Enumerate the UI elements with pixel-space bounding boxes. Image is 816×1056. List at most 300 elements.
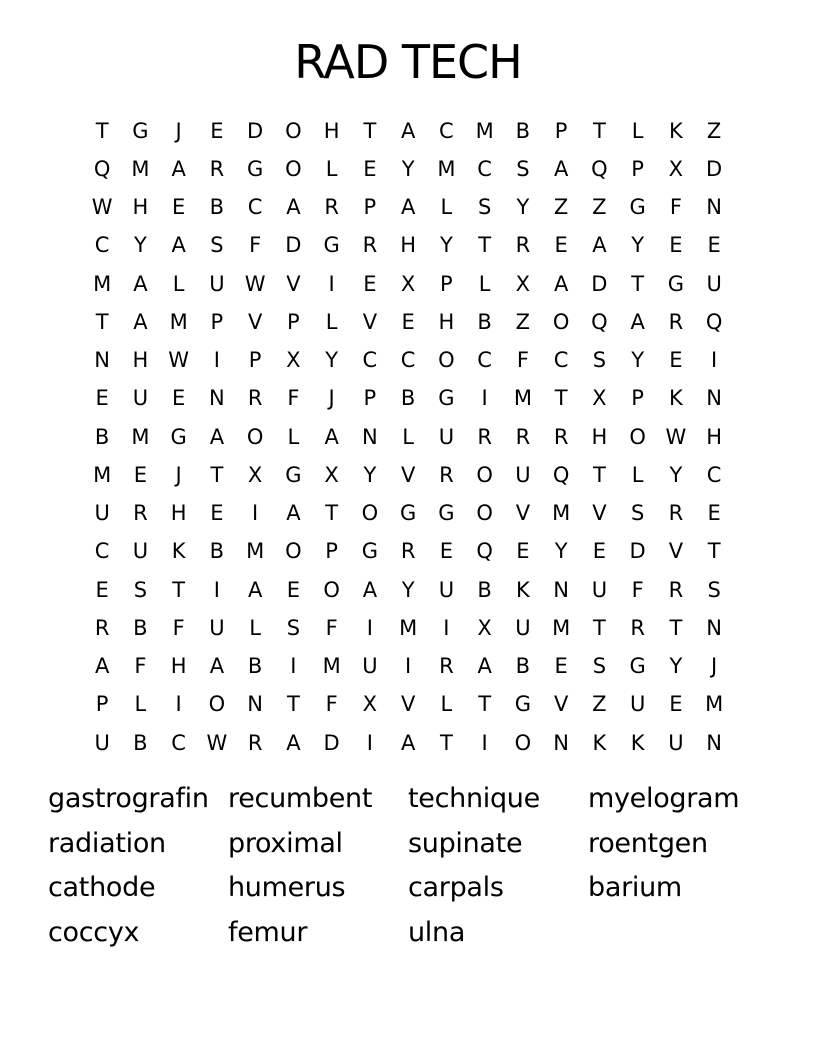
grid-letter[interactable]: A xyxy=(286,730,301,755)
grid-letter[interactable]: I xyxy=(175,692,182,717)
grid-letter[interactable]: T xyxy=(172,577,186,602)
grid-letter[interactable]: M xyxy=(93,462,112,487)
grid-letter[interactable]: W xyxy=(168,348,189,373)
grid-letter[interactable]: N xyxy=(553,730,569,755)
grid-letter[interactable]: E xyxy=(171,195,186,220)
grid-letter[interactable]: S xyxy=(210,233,224,258)
grid-letter[interactable]: G xyxy=(399,501,417,526)
grid-letter[interactable]: E xyxy=(401,309,415,334)
grid-letter[interactable]: S xyxy=(516,156,530,181)
grid-letter[interactable]: Z xyxy=(592,195,607,220)
grid-letter[interactable]: N xyxy=(706,730,722,755)
grid-letter[interactable]: N xyxy=(247,692,263,717)
grid-letter[interactable]: U xyxy=(209,615,225,640)
grid-letter[interactable]: L xyxy=(631,118,644,143)
grid-letter[interactable]: Z xyxy=(592,692,607,717)
grid-letter[interactable]: Y xyxy=(325,348,339,373)
grid-letter[interactable]: Q xyxy=(591,156,608,181)
grid-letter[interactable]: R xyxy=(439,462,454,487)
grid-letter[interactable]: Y xyxy=(133,233,147,258)
grid-letter[interactable]: E xyxy=(707,233,721,258)
grid-letter[interactable]: R xyxy=(668,309,684,334)
grid-letter[interactable]: U xyxy=(515,615,531,640)
grid-letter[interactable]: R xyxy=(400,539,416,564)
grid-letter[interactable]: M xyxy=(322,654,341,679)
grid-letter[interactable]: A xyxy=(592,233,607,258)
grid-letter[interactable]: F xyxy=(172,615,185,640)
grid-letter[interactable]: O xyxy=(285,156,302,181)
grid-letter[interactable]: X xyxy=(515,271,531,296)
grid-letter[interactable]: W xyxy=(91,195,113,220)
grid-letter[interactable]: A xyxy=(171,156,186,181)
grid-letter[interactable]: R xyxy=(515,424,531,449)
word-list-item: cathode xyxy=(48,872,156,903)
grid-letter[interactable]: K xyxy=(592,730,607,755)
grid-letter[interactable]: V xyxy=(515,501,531,526)
grid-letter[interactable]: R xyxy=(133,501,148,526)
grid-letter[interactable]: X xyxy=(286,348,301,373)
grid-letter[interactable]: N xyxy=(706,195,722,220)
grid-letter[interactable]: L xyxy=(478,271,491,296)
grid-letter[interactable]: E xyxy=(171,386,186,411)
grid-letter[interactable]: K xyxy=(668,118,683,143)
grid-letter[interactable]: O xyxy=(208,692,226,717)
grid-letter[interactable]: F xyxy=(287,386,300,411)
grid-letter[interactable]: I xyxy=(290,654,297,679)
grid-letter[interactable]: P xyxy=(363,386,377,411)
grid-letter[interactable]: M xyxy=(552,615,571,640)
grid-letter[interactable]: V xyxy=(247,309,263,334)
grid-letter[interactable]: S xyxy=(286,615,301,640)
grid-letter[interactable]: N xyxy=(362,424,378,449)
grid-letter[interactable]: T xyxy=(707,539,721,564)
grid-letter[interactable]: S xyxy=(477,195,492,220)
grid-letter[interactable]: C xyxy=(400,348,416,373)
grid-letter[interactable]: G xyxy=(323,233,340,258)
grid-letter[interactable]: O xyxy=(476,462,493,487)
grid-letter[interactable]: M xyxy=(552,501,571,526)
grid-letter[interactable]: L xyxy=(249,615,261,640)
grid-letter[interactable]: V xyxy=(286,271,301,296)
grid-letter[interactable]: T xyxy=(439,730,453,755)
grid-letter[interactable]: S xyxy=(630,501,645,526)
grid-letter[interactable]: O xyxy=(629,424,646,449)
grid-letter[interactable]: N xyxy=(209,386,225,411)
grid-letter[interactable]: T xyxy=(95,118,109,143)
grid-letter[interactable]: L xyxy=(440,195,453,220)
grid-letter[interactable]: J xyxy=(328,386,335,411)
grid-letter[interactable]: C xyxy=(477,348,492,373)
grid-letter[interactable]: C xyxy=(706,462,722,487)
grid-letter[interactable]: X xyxy=(668,156,684,181)
grid-letter[interactable]: M xyxy=(131,156,150,181)
grid-letter[interactable]: T xyxy=(669,615,683,640)
grid-letter[interactable]: X xyxy=(324,462,339,487)
grid-letter[interactable]: M xyxy=(705,692,724,717)
grid-letter[interactable]: C xyxy=(553,348,569,373)
grid-letter[interactable]: F xyxy=(669,195,682,220)
grid-letter[interactable]: X xyxy=(247,462,263,487)
grid-letter[interactable]: H xyxy=(170,501,187,526)
grid-letter[interactable]: T xyxy=(478,233,492,258)
grid-letter[interactable]: A xyxy=(247,577,263,602)
grid-letter[interactable]: V xyxy=(553,692,569,717)
grid-letter[interactable]: E xyxy=(669,348,683,373)
grid-letter[interactable]: D xyxy=(323,730,340,755)
grid-letter[interactable]: U xyxy=(132,539,149,564)
grid-letter[interactable]: E xyxy=(439,539,454,564)
grid-letter[interactable]: I xyxy=(481,386,488,411)
grid-letter[interactable]: F xyxy=(249,233,262,258)
grid-letter[interactable]: T xyxy=(95,309,109,334)
grid-letter[interactable]: U xyxy=(438,577,455,602)
grid-letter[interactable]: U xyxy=(362,654,378,679)
grid-letter[interactable]: N xyxy=(706,615,722,640)
grid-letter[interactable]: P xyxy=(287,309,300,334)
grid-letter[interactable]: R xyxy=(668,501,684,526)
grid-letter[interactable]: E xyxy=(286,577,301,602)
grid-letter[interactable]: Y xyxy=(516,195,530,220)
grid-letter[interactable]: J xyxy=(175,462,182,487)
grid-letter[interactable]: A xyxy=(400,195,416,220)
grid-letter[interactable]: S xyxy=(707,577,721,602)
grid-letter[interactable]: C xyxy=(439,118,454,143)
grid-letter[interactable]: R xyxy=(362,233,378,258)
grid-letter[interactable]: A xyxy=(324,424,339,449)
grid-letter[interactable]: I xyxy=(366,730,373,755)
grid-letter[interactable]: D xyxy=(706,156,723,181)
grid-letter[interactable]: E xyxy=(95,577,109,602)
grid-letter[interactable]: Z xyxy=(553,195,569,220)
grid-letter[interactable]: U xyxy=(209,271,225,296)
grid-letter[interactable]: G xyxy=(629,195,646,220)
grid-letter[interactable]: X xyxy=(362,692,378,717)
grid-letter[interactable]: G xyxy=(514,692,532,717)
grid-letter[interactable]: L xyxy=(325,309,338,334)
grid-letter[interactable]: O xyxy=(285,539,302,564)
grid-letter[interactable]: Y xyxy=(669,462,683,487)
grid-letter[interactable]: Q xyxy=(552,462,570,487)
grid-letter[interactable]: B xyxy=(209,195,225,220)
grid-letter[interactable]: A xyxy=(362,577,378,602)
grid-letter[interactable]: K xyxy=(630,730,645,755)
grid-letter[interactable]: W xyxy=(244,271,266,296)
grid-letter[interactable]: T xyxy=(325,501,339,526)
grid-letter[interactable]: T xyxy=(286,692,300,717)
grid-letter[interactable]: R xyxy=(247,386,263,411)
grid-letter[interactable]: R xyxy=(209,156,225,181)
grid-letter[interactable]: I xyxy=(252,501,259,526)
word-list-item: femur xyxy=(228,916,308,948)
grid-letter[interactable]: E xyxy=(669,233,683,258)
grid-letter[interactable]: R xyxy=(94,615,110,640)
grid-letter[interactable]: P xyxy=(631,156,644,181)
grid-letter[interactable]: O xyxy=(552,309,570,334)
grid-letter[interactable]: J xyxy=(175,118,182,143)
grid-letter[interactable]: N xyxy=(553,577,569,602)
grid-letter[interactable]: G xyxy=(438,386,455,411)
grid-letter[interactable]: U xyxy=(94,730,110,755)
grid-letter[interactable]: T xyxy=(592,462,606,487)
grid-letter[interactable]: V xyxy=(362,309,378,334)
grid-letter[interactable]: R xyxy=(324,195,339,220)
grid-letter[interactable]: M xyxy=(437,156,456,181)
grid-letter[interactable]: R xyxy=(630,615,645,640)
word-list-item: radiation xyxy=(48,827,166,859)
grid-letter[interactable]: A xyxy=(400,730,416,755)
grid-letter[interactable]: H xyxy=(170,654,187,679)
grid-letter[interactable]: A xyxy=(133,309,148,334)
grid-letter[interactable]: B xyxy=(133,730,148,755)
grid-letter[interactable]: B xyxy=(400,386,416,411)
grid-letter[interactable]: X xyxy=(400,271,416,296)
grid-letter[interactable]: E xyxy=(95,386,109,411)
grid-letter[interactable]: A xyxy=(94,654,110,679)
grid-letter[interactable]: K xyxy=(171,539,186,564)
grid-letter[interactable]: O xyxy=(246,424,264,449)
grid-letter[interactable]: D xyxy=(285,233,302,258)
grid-letter[interactable]: H xyxy=(591,424,608,449)
grid-letter[interactable]: E xyxy=(363,156,377,181)
grid-letter[interactable]: G xyxy=(246,156,264,181)
grid-letter[interactable]: U xyxy=(591,577,608,602)
grid-letter[interactable]: O xyxy=(361,501,379,526)
grid-letter[interactable]: E xyxy=(133,462,148,487)
grid-letter[interactable]: G xyxy=(629,654,646,679)
grid-letter[interactable]: I xyxy=(213,577,220,602)
grid-letter[interactable]: M xyxy=(475,118,494,143)
grid-letter[interactable]: A xyxy=(171,233,186,258)
grid-letter[interactable]: V xyxy=(592,501,607,526)
grid-letter[interactable]: R xyxy=(553,424,569,449)
grid-letter[interactable]: A xyxy=(630,309,645,334)
grid-letter[interactable]: T xyxy=(631,271,645,296)
grid-letter[interactable]: L xyxy=(631,462,644,487)
grid-letter[interactable]: F xyxy=(631,577,644,602)
grid-letter[interactable]: L xyxy=(172,271,185,296)
grid-letter[interactable]: Q xyxy=(705,309,723,334)
grid-letter[interactable]: D xyxy=(591,271,608,296)
grid-letter[interactable]: L xyxy=(287,424,300,449)
grid-letter[interactable]: G xyxy=(132,118,149,143)
word-list-item: barium xyxy=(588,872,682,903)
grid-letter[interactable]: Q xyxy=(476,539,493,564)
grid-letter[interactable]: H xyxy=(438,309,455,334)
grid-letter[interactable]: A xyxy=(400,118,416,143)
grid-letter[interactable]: A xyxy=(286,195,301,220)
word-list-item: gastrografin xyxy=(48,783,209,814)
grid-letter[interactable]: M xyxy=(169,309,188,334)
grid-letter[interactable]: U xyxy=(132,386,149,411)
grid-letter[interactable]: P xyxy=(440,271,453,296)
grid-letter[interactable]: F xyxy=(325,692,338,717)
grid-letter[interactable]: P xyxy=(363,195,377,220)
grid-letter[interactable]: C xyxy=(94,233,110,258)
grid-letter[interactable]: B xyxy=(247,654,263,679)
grid-letter[interactable]: U xyxy=(515,462,531,487)
grid-letter[interactable]: X xyxy=(592,386,607,411)
grid-letter[interactable]: H xyxy=(706,424,723,449)
grid-letter[interactable]: O xyxy=(323,577,340,602)
grid-letter[interactable]: B xyxy=(515,118,531,143)
grid-letter[interactable]: G xyxy=(361,539,379,564)
grid-letter[interactable]: G xyxy=(285,462,302,487)
grid-letter[interactable]: U xyxy=(94,501,110,526)
grid-letter[interactable]: A xyxy=(286,501,301,526)
grid-letter[interactable]: Y xyxy=(401,577,415,602)
grid-letter[interactable]: R xyxy=(477,424,492,449)
grid-letter[interactable]: V xyxy=(400,462,416,487)
grid-letter[interactable]: I xyxy=(213,348,220,373)
grid-letter[interactable]: E xyxy=(592,539,607,564)
grid-letter[interactable]: Z xyxy=(706,118,722,143)
grid-letter[interactable]: M xyxy=(131,424,150,449)
grid-letter[interactable]: H xyxy=(132,348,149,373)
word-list-item: roentgen xyxy=(588,827,708,859)
word-list-item: coccyx xyxy=(48,916,140,948)
grid-letter[interactable]: L xyxy=(440,692,453,717)
grid-letter[interactable]: Y xyxy=(554,539,568,564)
grid-letter[interactable]: L xyxy=(325,156,338,181)
grid-letter[interactable]: V xyxy=(668,539,684,564)
grid-letter[interactable]: B xyxy=(515,654,531,679)
grid-letter[interactable]: T xyxy=(592,615,606,640)
grid-letter[interactable]: G xyxy=(438,501,455,526)
grid-letter[interactable]: E xyxy=(554,233,568,258)
grid-letter[interactable]: D xyxy=(629,539,646,564)
grid-letter[interactable]: I xyxy=(443,615,450,640)
grid-letter[interactable]: U xyxy=(438,424,455,449)
grid-letter[interactable]: A xyxy=(553,271,569,296)
grid-letter[interactable]: I xyxy=(481,730,488,755)
grid-letter[interactable]: G xyxy=(170,424,187,449)
grid-letter[interactable]: D xyxy=(247,118,264,143)
grid-letter[interactable]: A xyxy=(553,156,569,181)
grid-letter[interactable]: C xyxy=(477,156,492,181)
grid-letter[interactable]: V xyxy=(400,692,416,717)
grid-letter[interactable]: P xyxy=(248,348,262,373)
grid-letter[interactable]: Q xyxy=(591,309,608,334)
grid-letter[interactable]: F xyxy=(325,615,338,640)
grid-letter[interactable]: W xyxy=(665,424,687,449)
grid-letter[interactable]: Y xyxy=(401,156,415,181)
grid-letter[interactable]: T xyxy=(363,118,377,143)
grid-letter[interactable]: J xyxy=(711,654,718,679)
grid-letter[interactable]: T xyxy=(478,692,492,717)
grid-letter[interactable]: C xyxy=(171,730,186,755)
grid-letter[interactable]: N xyxy=(706,386,722,411)
grid-letter[interactable]: Z xyxy=(515,309,531,334)
grid-letter[interactable]: S xyxy=(592,348,607,373)
grid-letter[interactable]: H xyxy=(323,118,340,143)
grid-letter[interactable]: E xyxy=(363,271,377,296)
grid-letter[interactable]: K xyxy=(515,577,530,602)
grid-letter[interactable]: Y xyxy=(631,348,645,373)
grid-letter[interactable]: T xyxy=(592,118,606,143)
grid-letter[interactable]: E xyxy=(554,654,568,679)
grid-letter[interactable]: U xyxy=(706,271,722,296)
grid-letter[interactable]: T xyxy=(210,462,224,487)
grid-letter[interactable]: G xyxy=(667,271,685,296)
grid-letter[interactable]: Y xyxy=(631,233,645,258)
grid-letter[interactable]: B xyxy=(209,539,225,564)
grid-letter[interactable]: C xyxy=(94,539,110,564)
grid-letter[interactable]: I xyxy=(405,654,412,679)
grid-letter[interactable]: K xyxy=(668,386,683,411)
grid-letter[interactable]: R xyxy=(247,730,263,755)
grid-letter[interactable]: T xyxy=(554,386,568,411)
grid-letter[interactable]: O xyxy=(438,348,455,373)
grid-letter[interactable]: B xyxy=(477,577,492,602)
grid-letter[interactable]: A xyxy=(477,654,492,679)
grid-letter[interactable]: E xyxy=(669,692,683,717)
grid-letter[interactable]: S xyxy=(592,654,607,679)
word-list-item: humerus xyxy=(228,872,346,903)
grid-letter[interactable]: B xyxy=(94,424,110,449)
grid-letter[interactable]: P xyxy=(325,539,338,564)
grid-letter[interactable]: P xyxy=(631,386,644,411)
grid-letter[interactable]: U xyxy=(668,730,684,755)
grid-letter[interactable]: B xyxy=(133,615,148,640)
grid-letter[interactable]: L xyxy=(134,692,147,717)
grid-letter[interactable]: H xyxy=(400,233,417,258)
grid-letter[interactable]: I xyxy=(328,271,335,296)
grid-letter[interactable]: O xyxy=(285,118,302,143)
grid-letter[interactable]: O xyxy=(476,501,493,526)
grid-letter[interactable]: E xyxy=(210,501,224,526)
grid-letter[interactable]: R xyxy=(439,654,454,679)
grid-letter[interactable]: R xyxy=(668,577,684,602)
grid-letter[interactable]: Y xyxy=(439,233,453,258)
word-list-item: proximal xyxy=(228,827,343,859)
grid-letter[interactable]: P xyxy=(210,309,224,334)
grid-letter[interactable]: I xyxy=(366,615,373,640)
grid-letter[interactable]: E xyxy=(707,501,721,526)
grid-letter[interactable]: A xyxy=(209,654,225,679)
grid-letter[interactable]: M xyxy=(246,539,265,564)
grid-letter[interactable]: M xyxy=(513,386,532,411)
grid-letter[interactable]: Y xyxy=(363,462,377,487)
grid-letter[interactable]: H xyxy=(132,195,149,220)
grid-letter[interactable]: F xyxy=(134,654,147,679)
grid-letter[interactable]: L xyxy=(402,424,414,449)
letter-grid xyxy=(83,112,733,762)
grid-letter[interactable]: Q xyxy=(93,156,111,181)
grid-letter[interactable]: B xyxy=(477,309,492,334)
word-list-item: carpals xyxy=(408,872,504,903)
grid-letter[interactable]: S xyxy=(133,577,148,602)
grid-letter[interactable]: C xyxy=(362,348,378,373)
grid-letter[interactable]: N xyxy=(94,348,110,373)
grid-letter[interactable]: W xyxy=(206,730,228,755)
grid-letter[interactable]: A xyxy=(209,424,225,449)
grid-letter[interactable]: M xyxy=(399,615,418,640)
grid-letter[interactable]: M xyxy=(93,271,112,296)
grid-letter[interactable]: X xyxy=(477,615,492,640)
grid-letter[interactable]: Y xyxy=(669,654,683,679)
grid-letter[interactable]: O xyxy=(514,730,532,755)
grid-letter[interactable]: I xyxy=(711,348,718,373)
grid-letter[interactable]: C xyxy=(247,195,263,220)
grid-letter[interactable]: P xyxy=(554,118,568,143)
grid-letter[interactable]: R xyxy=(515,233,531,258)
grid-letter[interactable]: P xyxy=(95,692,109,717)
grid-letter[interactable]: U xyxy=(629,692,646,717)
grid-letter[interactable]: E xyxy=(516,539,530,564)
grid-letter[interactable]: A xyxy=(133,271,148,296)
grid-letter[interactable]: E xyxy=(210,118,224,143)
grid-letter[interactable]: F xyxy=(516,348,529,373)
